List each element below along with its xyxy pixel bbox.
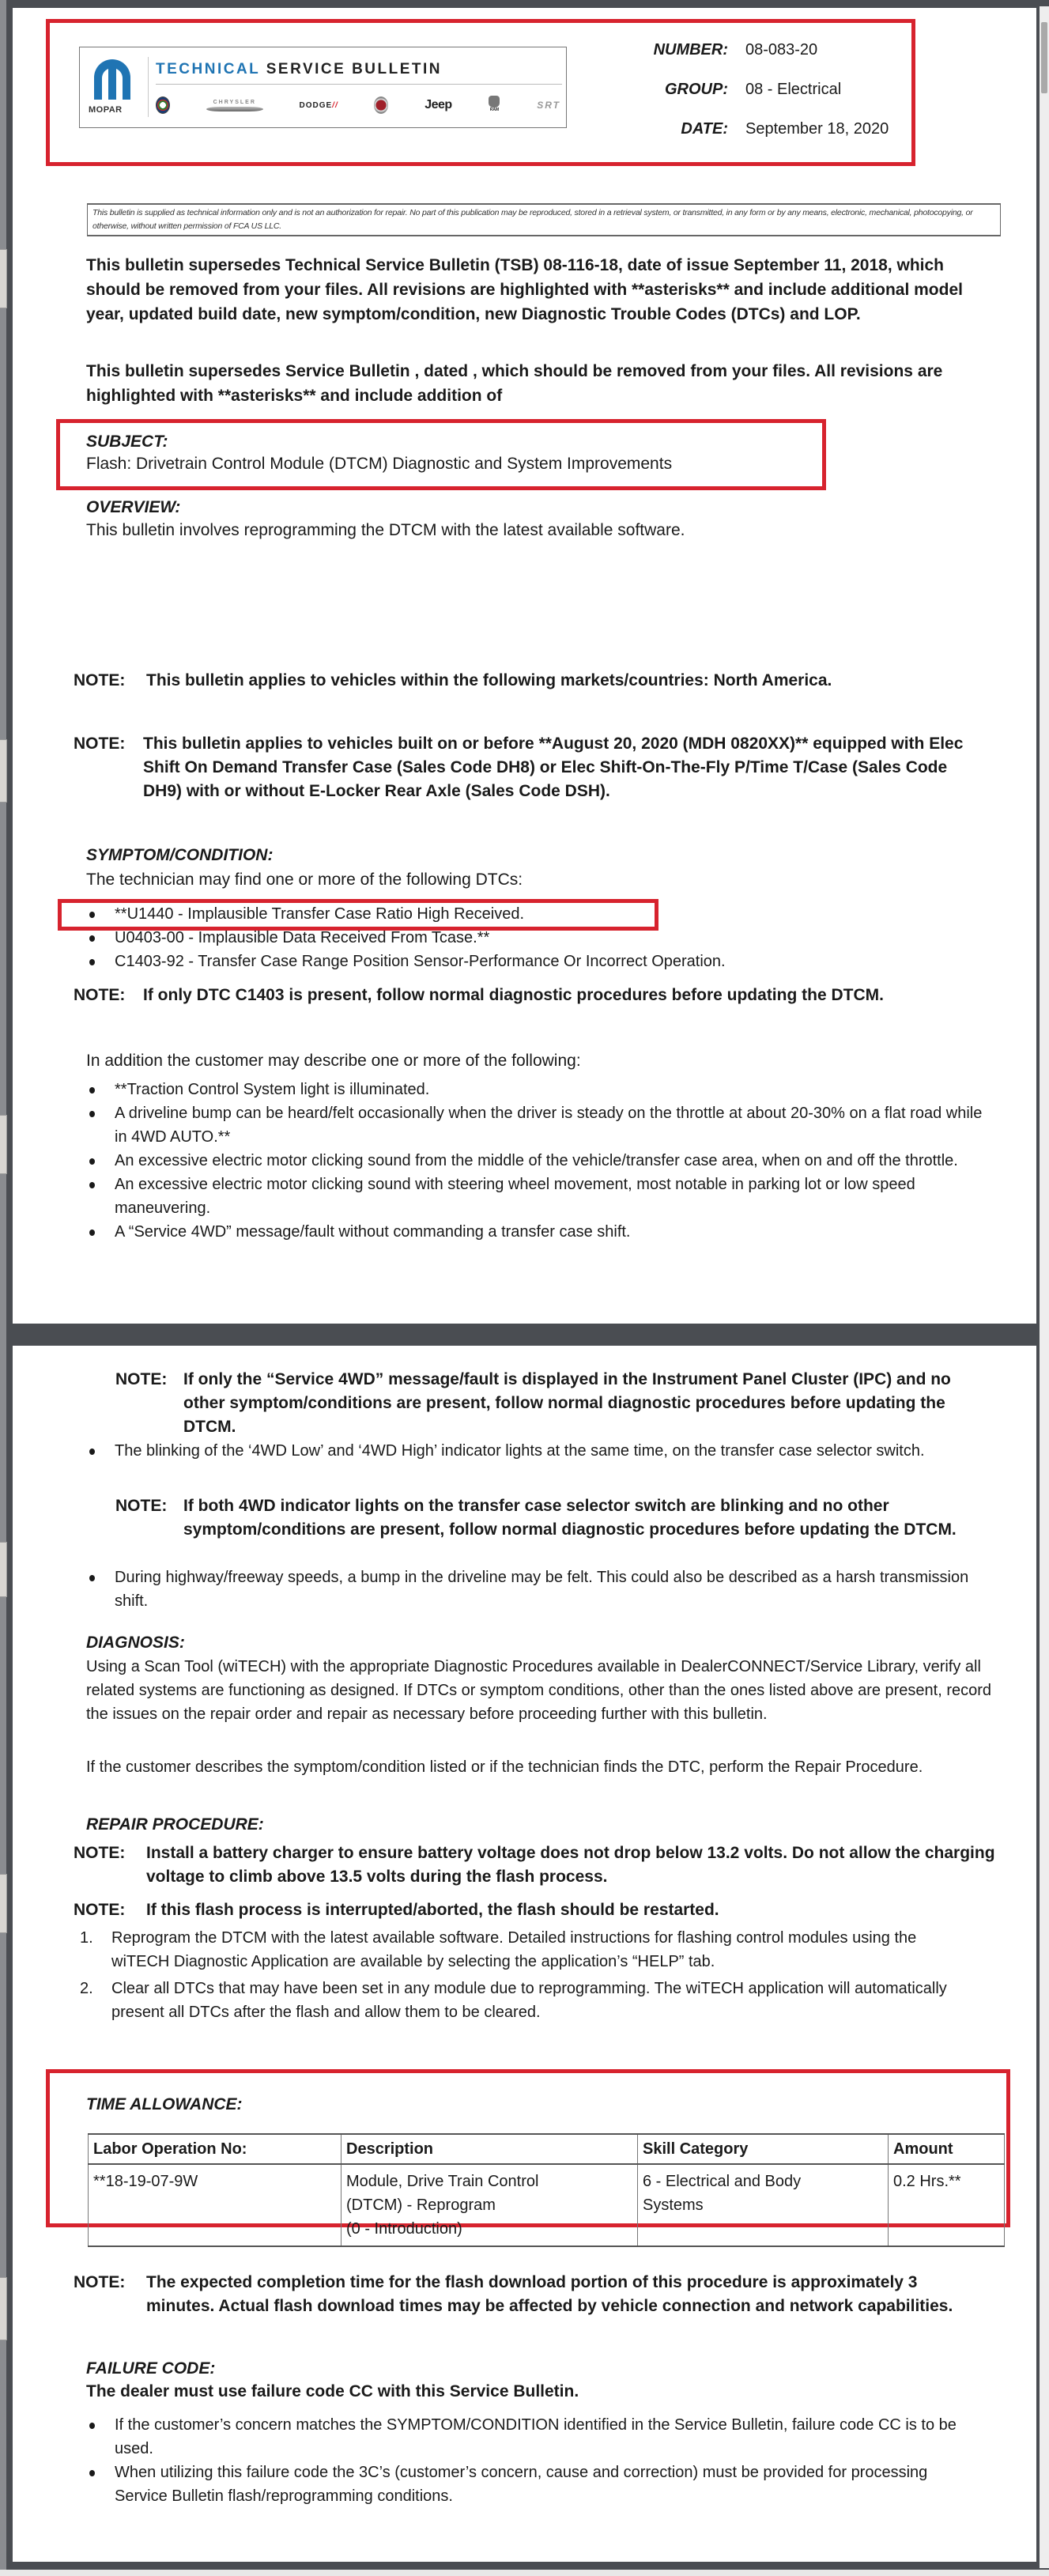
dtc-item (74, 950, 1006, 973)
bullet-icon (89, 935, 95, 942)
side-panel-tab[interactable] (0, 249, 7, 308)
failure-code-item (74, 2413, 983, 2461)
symptom-text: During highway/freeway speeds, a bump in the driveline may be felt. This could also be described as a harsh transmission shift. (115, 1569, 969, 1610)
side-panel-tab[interactable] (0, 1115, 7, 1174)
dtc-text: U0403-00 - Implausible Data Received From Tcase.** (115, 929, 490, 946)
alfa-romeo-logo-icon (156, 96, 170, 114)
bullet-icon (89, 959, 95, 965)
column-header: Labor Operation No: (89, 2134, 341, 2164)
symptom-item (74, 1173, 991, 1220)
column-header: Amount (889, 2134, 1005, 2164)
note-text: If this flash process is interrupted/aborted, the flash should be restarted. (146, 1901, 719, 1919)
chrysler-wing-icon (206, 107, 263, 111)
symptom-heading: SYMPTOM/CONDITION: (86, 846, 274, 864)
overview-heading: OVERVIEW: (86, 498, 181, 516)
symptom-item (74, 1220, 991, 1244)
chrysler-wordmark: CHRYSLER (213, 99, 256, 105)
side-panel-tab[interactable] (0, 739, 7, 803)
number-label: NUMBER: (653, 41, 728, 59)
customer-symptom-list (74, 1078, 991, 1244)
note-label: NOTE: (74, 986, 126, 1004)
tsb-logo-banner (79, 47, 567, 128)
symptom-text: The blinking of the ‘4WD Low’ and ‘4WD High’ indicator lights at the same time, on the transfer case selector switch. (115, 1442, 925, 1460)
mopar-wordmark: MOPAR (89, 105, 123, 115)
symptom-text: An excessive electric motor clicking sound with steering wheel movement, most notable in parking lot or low speed maneuvering. (115, 1176, 915, 1217)
symptom-intro: The technician may find one or more of the following DTCs: (86, 871, 523, 889)
note-text: This bulletin applies to vehicles within the following markets/countries: North America. (146, 671, 832, 689)
bullet-icon (89, 1087, 95, 1093)
customer-intro: In addition the customer may describe one or more of the following: (86, 1052, 581, 1070)
ram-wordmark: RAM (489, 108, 500, 112)
failure-code-statement: The dealer must use failure code CC with this Service Bulletin. (86, 2382, 579, 2400)
diagnosis-text: Using a Scan Tool (wiTECH) with the appropriate Diagnostic Procedures available in DealerCONNECT/Service Library, verify all related systems are functioning as designed. If DTCs or symptom conditions, other than the ones listed above are present, record the issues on the repair order and repair as necessary before proceeding further with this bulletin. (86, 1658, 992, 1723)
skill-category-cell (638, 2164, 889, 2246)
bullet-icon (89, 1111, 95, 1117)
overview-text: This bulletin involves reprogramming the DTCM with the latest available software. (86, 521, 685, 539)
dodge-stripes-icon: // (332, 100, 338, 110)
bottom-window-edge (0, 2570, 1049, 2576)
srt-logo: SRT (537, 100, 560, 111)
failure-code-item (74, 2461, 983, 2508)
tsb-title-service-bulletin: SERVICE BULLETIN (266, 61, 442, 77)
side-panel-tab[interactable] (0, 1542, 7, 1597)
note-text: The expected completion time for the flash download portion of this procedure is approximately 3 minutes. Actual flash download times may be affected by vehicle connection and network capabilities. (146, 2273, 953, 2315)
description-line: (DTCM) - Reprogram (346, 2196, 496, 2214)
note-flash-interrupted (74, 1898, 998, 1922)
scrollbar-thumb[interactable] (1041, 22, 1047, 93)
note-text: Install a battery charger to ensure battery voltage does not drop below 13.2 volts. Do not allow the charging voltage to climb above 13.5 volts during the flash process. (146, 1844, 995, 1886)
symptom-item (74, 1101, 991, 1149)
document-page-2 (13, 1346, 1036, 2562)
meta-number (574, 41, 890, 65)
logo-divider (148, 57, 149, 117)
bullet-icon (89, 1158, 95, 1165)
bullet-icon (89, 1449, 95, 1455)
diagnosis-text-2: If the customer describes the symptom/condition listed or if the technician finds the DTC, perform the Repair Procedure. (86, 1758, 923, 1776)
column-header: Skill Category (638, 2134, 889, 2164)
failure-code-text: When utilizing this failure code the 3C’s (customer’s concern, cause and correction) must be provided for processing Service Bulletin flash/reprogramming conditions. (115, 2464, 928, 2505)
meta-date (574, 120, 890, 144)
repair-steps (74, 1926, 951, 2027)
side-panel-tab[interactable] (0, 2277, 7, 2340)
description-line: Module, Drive Train Control (346, 2173, 539, 2190)
note-battery-charger (74, 1841, 998, 1889)
symptom-item (74, 1078, 991, 1101)
note-build-date (74, 732, 983, 803)
blinking-list (74, 1439, 1006, 1463)
subject-text: Flash: Drivetrain Control Module (DTCM) Diagnostic and System Improvements (86, 455, 673, 473)
column-header: Description (341, 2134, 638, 2164)
labor-op-cell: **18-19-07-9W (89, 2164, 341, 2246)
step-number: 2. (80, 1980, 93, 1997)
dtc-text: C1403-92 - Transfer Case Range Position Sensor-Performance Or Incorrect Operation. (115, 953, 726, 970)
note-label: NOTE: (115, 1497, 168, 1515)
vertical-scrollbar[interactable] (1040, 6, 1049, 2568)
step-number: 1. (80, 1929, 93, 1947)
dtc-item (74, 902, 1006, 926)
dtc-item (74, 926, 1006, 950)
table-header-row (89, 2134, 1005, 2164)
symptom-text: **Traction Control System light is illuminated. (115, 1081, 430, 1098)
note-label: NOTE: (74, 1901, 126, 1919)
amount-cell: 0.2 Hrs.** (889, 2164, 1005, 2246)
note-text: If only DTC C1403 is present, follow normal diagnostic procedures before updating the DTCM. (143, 986, 884, 1004)
group-value: 08 - Electrical (745, 81, 842, 98)
supersedes-paragraph-1: This bulletin supersedes Technical Service Bulletin (TSB) 08-116-18, date of issue September 11, 2018, which should be removed from your files. All revisions are highlighted with **asterisks** and include additional model year, updated build date, new symptom/condition, new Diagnostic Trouble Codes (DTCs) and LOP. (86, 256, 963, 323)
failure-code-text: If the customer’s concern matches the SYMPTOM/CONDITION identified in the Service Bulletin, failure code CC is to be used. (115, 2416, 957, 2457)
meta-group (574, 81, 890, 104)
description-cell (341, 2164, 638, 2246)
dodge-logo (300, 101, 338, 110)
bullet-icon (89, 912, 95, 918)
number-value: 08-083-20 (745, 41, 818, 59)
bullet-icon (89, 1229, 95, 1236)
table-row (89, 2164, 1005, 2246)
bullet-icon (89, 2423, 95, 2429)
note-text: If both 4WD indicator lights on the transfer case selector switch are blinking and no other symptom/conditions are present, follow normal diagnostic procedures before updating the DTCM. (183, 1497, 957, 1539)
dtc-text: **U1440 - Implausible Transfer Case Ratio High Received. (115, 905, 525, 923)
note-label: NOTE: (74, 735, 126, 753)
tsb-title-underline (156, 84, 562, 85)
note-markets (74, 669, 919, 693)
side-panel-tab[interactable] (0, 1874, 7, 1933)
note-label: NOTE: (74, 1844, 126, 1862)
note-c1403 (74, 984, 967, 1007)
symptom-text: A driveline bump can be heard/felt occasionally when the driver is steady on the throttle at about 20-30% on a flat road while in 4WD AUTO.** (115, 1105, 983, 1146)
dodge-wordmark: DODGE (299, 100, 333, 110)
ram-head-icon (489, 96, 500, 108)
supersedes-paragraph-2: This bulletin supersedes Service Bulletin , dated , which should be removed from your files. All revisions are highlighted with **asterisks** and include addition of (86, 362, 943, 405)
date-label: DATE: (681, 120, 728, 138)
symptom-text: A “Service 4WD” message/fault without commanding a transfer case shift. (115, 1223, 631, 1241)
note-label: NOTE: (115, 1370, 168, 1388)
jeep-logo: Jeep (425, 98, 452, 111)
bullet-icon (89, 2470, 95, 2476)
skill-text: 6 - Electrical and Body Systems (643, 2173, 802, 2214)
document-page-1 (13, 8, 1036, 1324)
description-line: (0 - Introduction) (346, 2220, 462, 2238)
dtc-list (74, 902, 1006, 973)
tsb-title-technical: TECHNICAL (156, 61, 260, 77)
repair-step (74, 1977, 951, 2024)
failure-code-list (74, 2413, 983, 2508)
symptom-item (74, 1149, 991, 1173)
mopar-m-logo-icon (91, 57, 134, 101)
note-service-4wd (115, 1368, 969, 1439)
left-window-edge (0, 0, 6, 2576)
chrysler-logo (206, 100, 263, 111)
bullet-icon (89, 1182, 95, 1188)
fiat-logo-icon (374, 96, 388, 114)
symptom-item (74, 1566, 975, 1613)
step-text: Clear all DTCs that may have been set in any module due to reprogramming. The wiTECH application will automatically present all DTCs after the flash and allow them to be cleared. (111, 1980, 947, 2021)
subject-heading: SUBJECT: (86, 432, 168, 451)
labor-operation-table (88, 2133, 1005, 2247)
note-both-indicators (115, 1494, 1001, 1542)
note-completion-time (74, 2271, 975, 2318)
ram-logo (488, 96, 500, 115)
date-value: September 18, 2020 (745, 120, 889, 138)
highway-list (74, 1566, 975, 1613)
repair-procedure-heading: REPAIR PROCEDURE: (86, 1815, 264, 1834)
note-text: If only the “Service 4WD” message/fault is displayed in the Instrument Panel Cluster (IPC) and no other symptom/conditions are present, follow normal diagnostic procedures before updating the DTCM. (183, 1370, 951, 1436)
step-text: Reprogram the DTCM with the latest available software. Detailed instructions for flashing control modules using the wiTECH Diagnostic Application are available by selecting the application’s “HELP” tab. (111, 1929, 917, 1970)
note-label: NOTE: (74, 2273, 126, 2291)
failure-code-heading: FAILURE CODE: (86, 2359, 216, 2378)
note-text: This bulletin applies to vehicles built on or before **August 20, 2020 (MDH 0820XX)** equipped with Elec Shift On Demand Transfer Case (Sales Code DH8) or Elec Shift-On-The-Fly P/Time T/Case (Sales Code DH9) with or without E-Locker Rear Axle (Sales Code DSH). (143, 735, 964, 800)
symptom-item (74, 1439, 1006, 1463)
tsb-title (156, 61, 442, 78)
group-label: GROUP: (665, 81, 728, 98)
diagnosis-heading: DIAGNOSIS: (86, 1634, 185, 1652)
bullet-icon (89, 1575, 95, 1581)
symptom-text: An excessive electric motor clicking sound from the middle of the vehicle/transfer case area, when on and off the throttle. (115, 1152, 958, 1169)
disclaimer-box: This bulletin is supplied as technical information only and is not an authorization for repair. No part of this publication may be reproduced, stored in a retrieval system, or transmitted, in any form or by any means, electronic, mechanical, photocopying, or otherwise, without written permission of FCA US LLC. (87, 203, 1001, 236)
note-label: NOTE: (74, 671, 126, 689)
brand-logos-row (156, 91, 560, 119)
repair-step (74, 1926, 951, 1974)
time-allowance-heading: TIME ALLOWANCE: (86, 2095, 243, 2113)
